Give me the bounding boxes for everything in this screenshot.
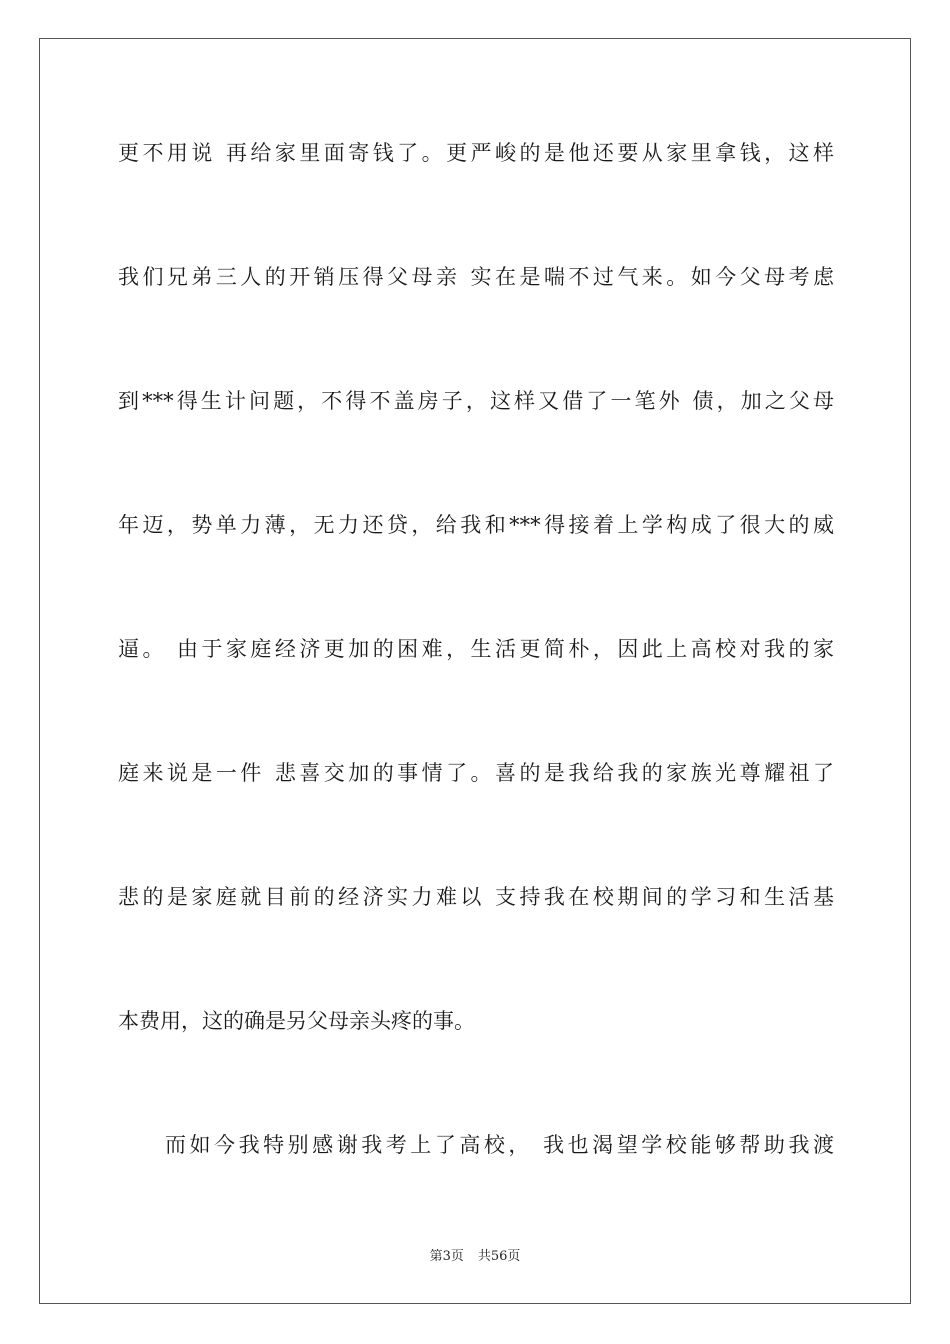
paragraph-line-6: 庭来说是一件 悲喜交加的事情了。喜的是我给我的家族光尊耀祖了: [118, 761, 834, 785]
paragraph-line-4: 年迈，势单力薄，无力还贷，给我和***得接着上学构成了很大的威: [118, 513, 834, 537]
page-number: 第3页: [429, 1249, 464, 1264]
page-total: 共56页: [477, 1249, 521, 1264]
paragraph-line-7: 悲的是家庭就目前的经济实力难以 支持我在校期间的学习和生活基: [118, 885, 834, 909]
paragraph-line-8: 本费用，这的确是另父母亲头疼的事。: [118, 1009, 475, 1033]
paragraph-line-9: 而如今我特别感谢我考上了高校， 我也渴望学校能够帮助我渡: [165, 1133, 834, 1157]
paragraph-line-3: 到***得生计问题，不得不盖房子，这样又借了一笔外 债，加之父母: [118, 389, 834, 413]
page-footer: [0, 1248, 950, 1266]
paragraph-line-1: 更不用说 再给家里面寄钱了。更严峻的是他还要从家里拿钱，这样: [118, 141, 834, 165]
paragraph-line-2: 我们兄弟三人的开销压得父母亲 实在是喘不过气来。如今父母考虑: [118, 265, 834, 289]
paragraph-line-5: 逼。 由于家庭经济更加的困难，生活更简朴，因此上高校对我的家: [118, 637, 834, 661]
page-border: [39, 38, 911, 1304]
